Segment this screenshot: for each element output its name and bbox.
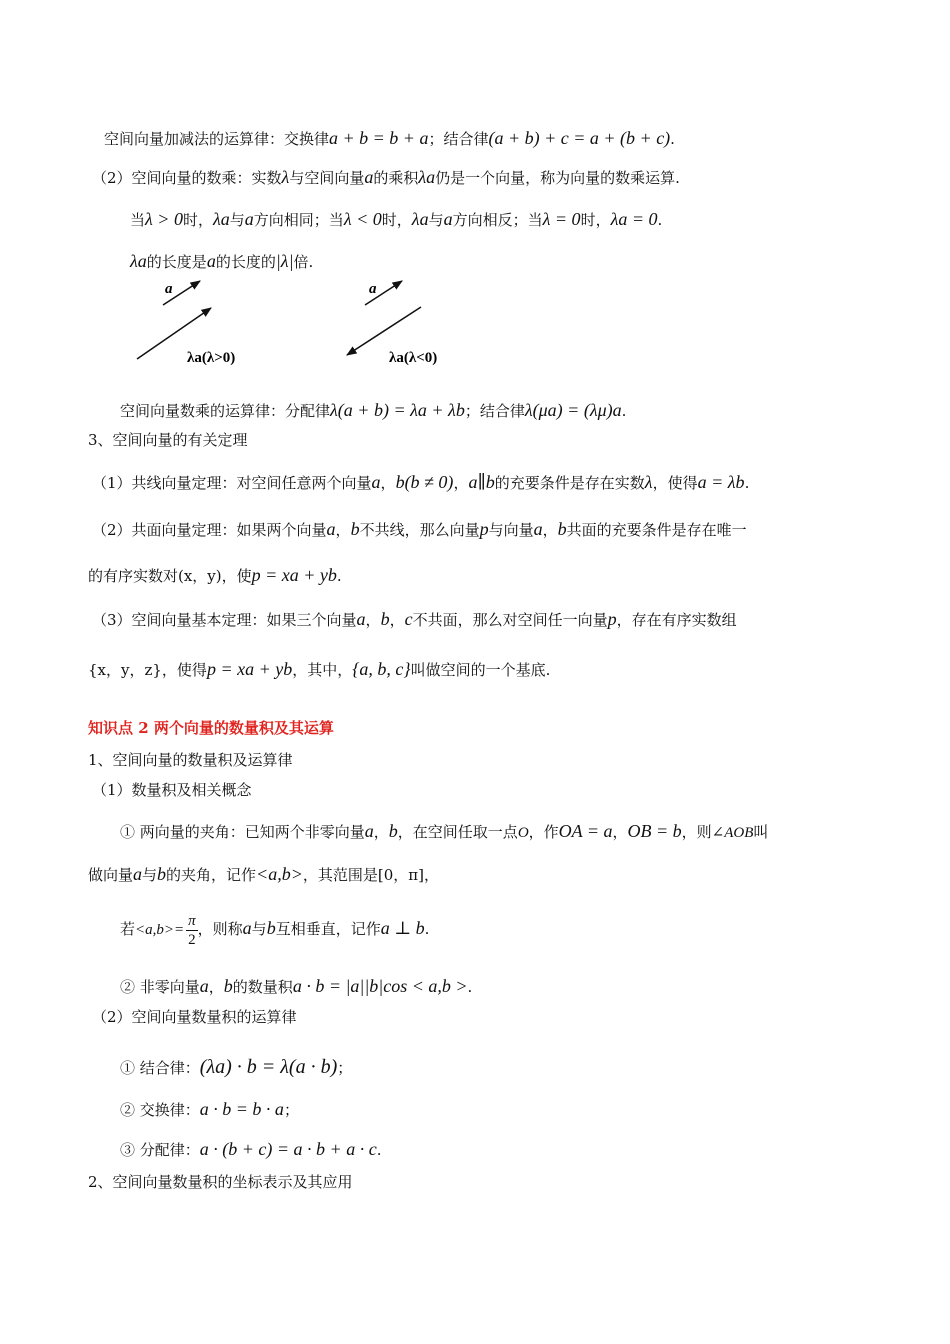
formula: b (266, 918, 276, 938)
text: ，其范围是[0，π]， (302, 866, 439, 884)
formula: a · b = |a||b|cos < a,b > (292, 976, 468, 996)
text: 做向量 (88, 866, 134, 884)
formula: a · (b + c) = a · b + a · c (199, 1139, 377, 1159)
text: ； (283, 1101, 299, 1119)
text: 不共线，那么向量 (359, 521, 480, 539)
text: （3）空间向量基本定理：如果三个向量 (92, 611, 357, 629)
formula: a (133, 864, 143, 884)
text: ； (337, 1059, 353, 1077)
text: ， (335, 521, 351, 539)
text: ， (612, 823, 628, 841)
text: 互相垂直，记作 (275, 920, 381, 938)
formula: a (206, 251, 216, 271)
text: ，则 (681, 823, 712, 841)
formula: OB = b (627, 821, 682, 841)
text: 叫 (753, 823, 769, 841)
text: ③ 分配律： (120, 1141, 200, 1159)
text: . (336, 567, 342, 585)
formula-associative: (a + b) + c = a + (b + c) (488, 128, 671, 148)
formula: a (533, 519, 543, 539)
text: 的有序实数对(x，y)，使 (88, 567, 252, 585)
formula: a (371, 472, 381, 492)
formula: b (388, 821, 398, 841)
text: . (670, 130, 675, 148)
heading-dot-product-laws: （2）空间向量数量积的运算律 (92, 1008, 297, 1026)
line-distributive-law (120, 1137, 381, 1162)
line-dot-product-def (120, 974, 472, 999)
text: ，其中， (292, 661, 353, 679)
formula: {a, b, c} (352, 659, 411, 679)
formula: a (364, 821, 374, 841)
formula: a (356, 609, 366, 629)
formula: λa (130, 251, 147, 271)
heading-knowledge-point-2: 知识点 2 两个向量的数量积及其运算 (88, 719, 334, 737)
text: 若 (120, 920, 136, 938)
line-length (130, 249, 313, 274)
line-coplanar-cont (88, 563, 342, 588)
formula: λ > 0 (145, 209, 183, 229)
text: 空间向量数乘的运算律：分配律 (120, 402, 331, 420)
text: ，则称 (197, 920, 243, 938)
line-collinear-theorem (92, 470, 749, 495)
heading-dot-product-concepts: （1）数量积及相关概念 (92, 781, 252, 799)
label-lambda-positive: λa(λ>0) (187, 350, 236, 366)
formula: λ (281, 167, 290, 187)
line-angle-notation (88, 862, 439, 887)
formula: a (199, 976, 209, 996)
text: . (467, 978, 473, 996)
text: 与 (229, 211, 245, 229)
text: 与 (428, 211, 444, 229)
text: 时， (182, 211, 213, 229)
text: {x，y，z}，使得 (88, 661, 207, 679)
formula: O (517, 825, 529, 841)
line-addition-laws (104, 126, 675, 151)
formula: p = xa + yb (206, 659, 293, 679)
formula: b (557, 519, 567, 539)
formula: λ < 0 (343, 209, 382, 229)
text: ，存在有序实数组 (616, 611, 737, 629)
line-basis-theorem (92, 607, 737, 632)
text: 与 (142, 866, 158, 884)
formula: a (244, 209, 254, 229)
fraction-pi-over-2 (186, 912, 198, 949)
line-basis-cont (88, 657, 550, 682)
text: ；结合律 (464, 402, 525, 420)
formula: p = xa + yb (251, 565, 337, 585)
text: ， (380, 474, 396, 492)
text: 的乘积 (373, 169, 419, 187)
formula: b (350, 519, 360, 539)
text: 的夹角，记作 (166, 866, 257, 884)
text: ， (208, 978, 224, 996)
text: 共面的充要条件是存在唯一 (566, 521, 747, 539)
text: ① 结合律： (120, 1059, 200, 1077)
line-commutative-law (120, 1097, 299, 1122)
text: ；结合律 (428, 130, 489, 148)
text: 时， (580, 211, 611, 229)
line-scalar-laws (120, 398, 626, 423)
denominator: 2 (188, 931, 196, 948)
heading-theorems: 3、空间向量的有关定理 (88, 431, 248, 449)
label-a-left: a (165, 281, 173, 297)
formula: <a,b>= (135, 922, 185, 938)
text: 的充要条件是存在实数 (494, 474, 645, 492)
formula: ∠AOB (711, 825, 754, 841)
formula: p (479, 519, 489, 539)
formula: a (242, 918, 252, 938)
label-lambda-negative: λa(λ<0) (389, 350, 438, 366)
formula: b (157, 864, 167, 884)
formula: b (380, 609, 390, 629)
text: 仍是一个向量，称为向量的数乘运算. (435, 169, 680, 187)
line-associative-law (120, 1055, 352, 1080)
text: 空间向量加减法的运算律：交换律 (104, 130, 330, 148)
text: ① 两向量的夹角：已知两个非零向量 (120, 823, 365, 841)
formula: λa (411, 209, 429, 229)
text: 的长度是 (146, 253, 207, 271)
formula: a (443, 209, 453, 229)
formula: λ (644, 472, 653, 492)
formula: OA = a (558, 821, 613, 841)
text: 倍. (293, 253, 314, 271)
text: 叫做空间的一个基底. (410, 661, 551, 679)
text: ， (373, 823, 389, 841)
text: （2）共面向量定理：如果两个向量 (92, 521, 327, 539)
formula: λ(a + b) = λa + λb (330, 400, 465, 420)
formula: a ⊥ b (380, 918, 425, 938)
text: . (424, 920, 430, 938)
formula: p (607, 609, 617, 629)
text: ，在空间任取一点 (397, 823, 518, 841)
formula: λ = 0 (542, 209, 581, 229)
formula: λa (212, 209, 230, 229)
text: ， (453, 474, 469, 492)
text: 与向量 (488, 521, 534, 539)
text: 不共面，那么对空间任一向量 (412, 611, 608, 629)
numerator: π (188, 912, 196, 929)
text: ② 非零向量 (120, 978, 200, 996)
text: 与空间向量 (289, 169, 365, 187)
formula: λ(μa) = (λμ)a (524, 400, 622, 420)
formula: λa = 0 (610, 209, 658, 229)
formula: c (404, 609, 413, 629)
text: 方向相反；当 (452, 211, 543, 229)
text: 的数量积 (232, 978, 293, 996)
formula-commutative: a + b = b + a (329, 128, 429, 148)
text: （1）共线向量定理：对空间任意两个向量 (92, 474, 372, 492)
formula: b(b ≠ 0) (395, 472, 454, 492)
text: （2）空间向量的数乘：实数 (92, 169, 282, 187)
text: . (621, 402, 627, 420)
heading-coordinate-dot-product: 2、空间向量数量积的坐标表示及其应用 (88, 1173, 353, 1191)
text: 与 (251, 920, 267, 938)
text: 的长度的 (215, 253, 276, 271)
text: ， (365, 611, 381, 629)
formula: a · b = b · a (199, 1099, 284, 1119)
formula: a∥b (468, 472, 495, 492)
text: ② 交换律： (120, 1101, 200, 1119)
line-coplanar-theorem (92, 517, 747, 542)
text: ，使得 (652, 474, 698, 492)
text: . (376, 1141, 382, 1159)
text: . (744, 474, 750, 492)
text: ， (542, 521, 558, 539)
formula: a (326, 519, 336, 539)
label-a-right: a (369, 281, 377, 297)
text: ， (389, 611, 405, 629)
arrow-lambda-a-negative (347, 307, 421, 355)
heading-dot-product: 1、空间向量的数量积及运算律 (88, 751, 293, 769)
formula: <a,b> (256, 864, 303, 884)
text: 当 (130, 211, 146, 229)
formula: (λa) · b = λ(a · b) (199, 1056, 338, 1078)
formula: a = λb (697, 472, 745, 492)
text: 方向相同；当 (253, 211, 344, 229)
formula: a (364, 167, 374, 187)
vector-scalar-figure (125, 275, 485, 375)
text: 时， (381, 211, 412, 229)
line-angle-definition (120, 819, 768, 845)
line-perpendicular (120, 908, 429, 950)
line-direction-cases (130, 207, 662, 232)
formula: λa (418, 167, 436, 187)
formula: b (223, 976, 233, 996)
text: ，作 (528, 823, 559, 841)
formula: |λ| (275, 251, 294, 271)
text: . (657, 211, 663, 229)
line-scalar-mult-def (92, 165, 680, 190)
